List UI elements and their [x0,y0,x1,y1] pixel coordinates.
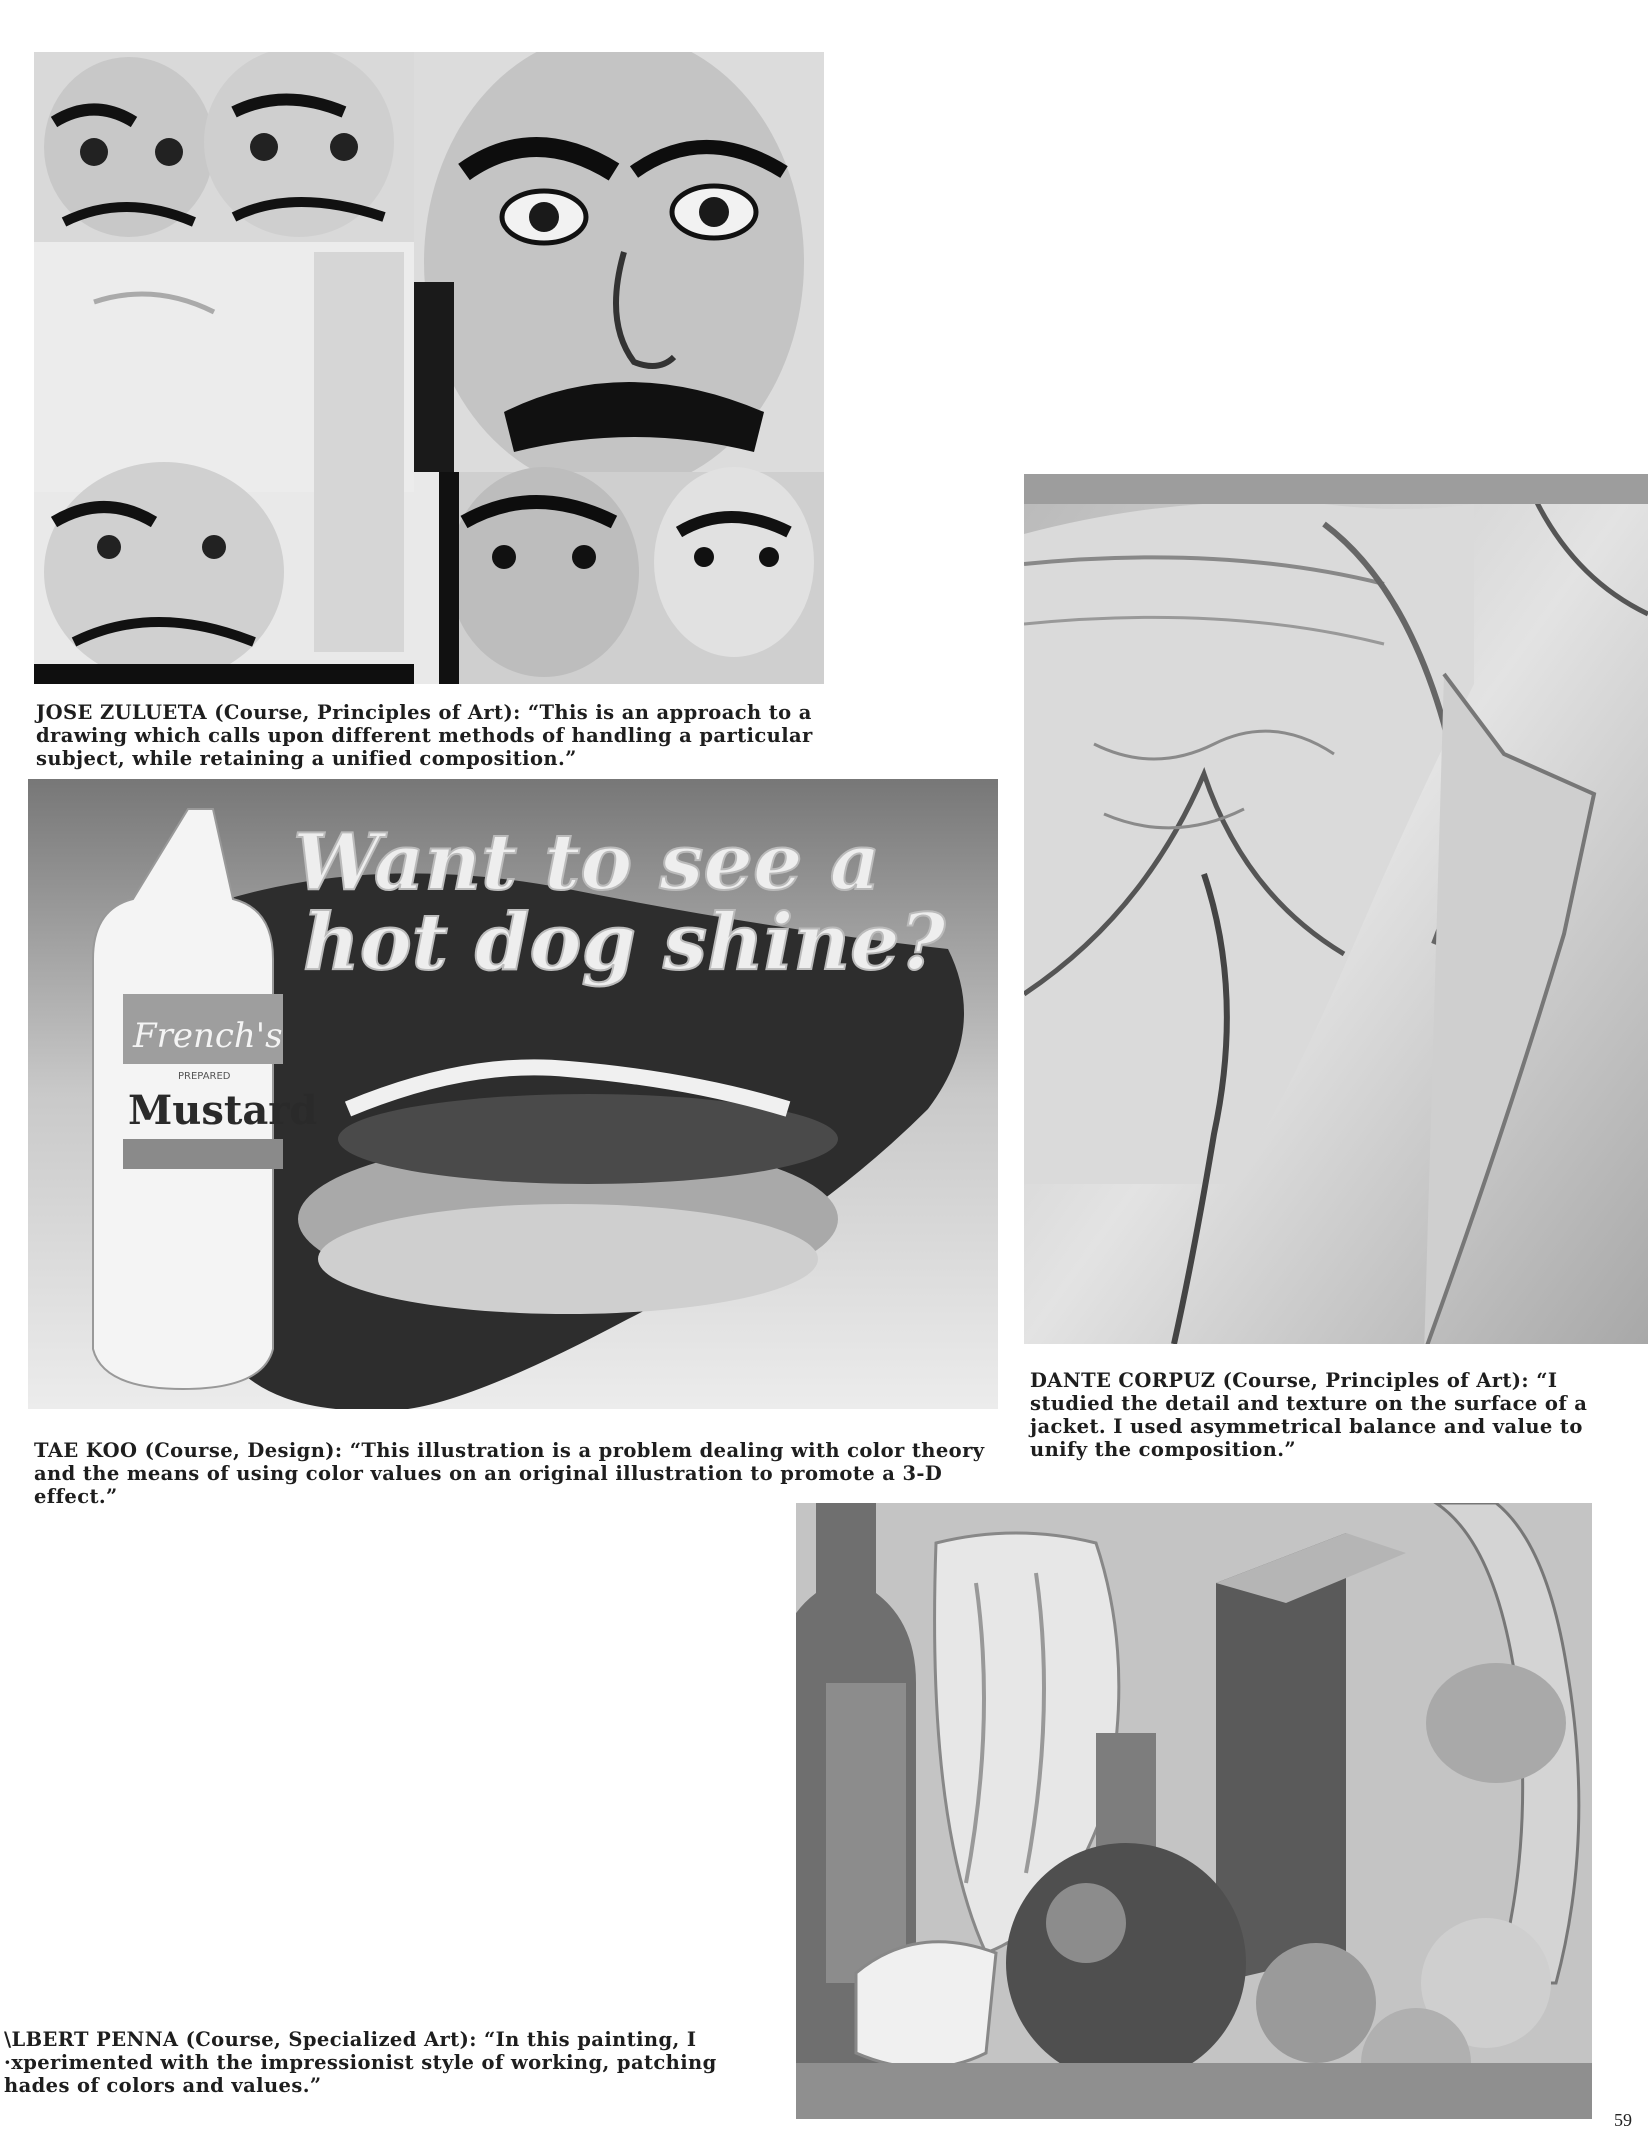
page-number: 59 [1614,2110,1632,2130]
caption-albert-penna: \LBERT PENNA (Course, Specialized Art): “In this painting, I ·xperimented with the impressionist style of working, patching hades of colors and values.” [4,2028,717,2097]
headline-line-1: Want to see a [293,817,881,908]
caption-jose-zulueta: JOSE ZULUETA (Course, Principles of Art): “This is an approach to a drawing which calls upon different methods of handling a particular subject, while retaining a unified composition.” [36,701,813,770]
jacket-drawing [1024,474,1648,1344]
hotdog-mustard-illustration [28,779,998,1409]
caption-dante-corpuz: DANTE CORPUZ (Course, Principles of Art): “I studied the detail and texture on the surface of a jacket. I used asymmetrical balance and value to unify the composition.” [1030,1369,1588,1461]
bottle-tagline: PREPARED [178,1071,231,1082]
still-life-painting [796,1503,1592,2119]
caption-tae-koo: TAE KOO (Course, Design): “This illustration is a problem dealing with color theory and the means of using color values on an original illustration to promote a 3-D effect.” [34,1439,985,1508]
einstein-portrait-drawing [34,52,824,684]
bottle-product: Mustard [128,1087,318,1134]
headline-line-2: hot dog shine? [303,897,946,988]
bottle-brand: French's [133,1016,283,1056]
